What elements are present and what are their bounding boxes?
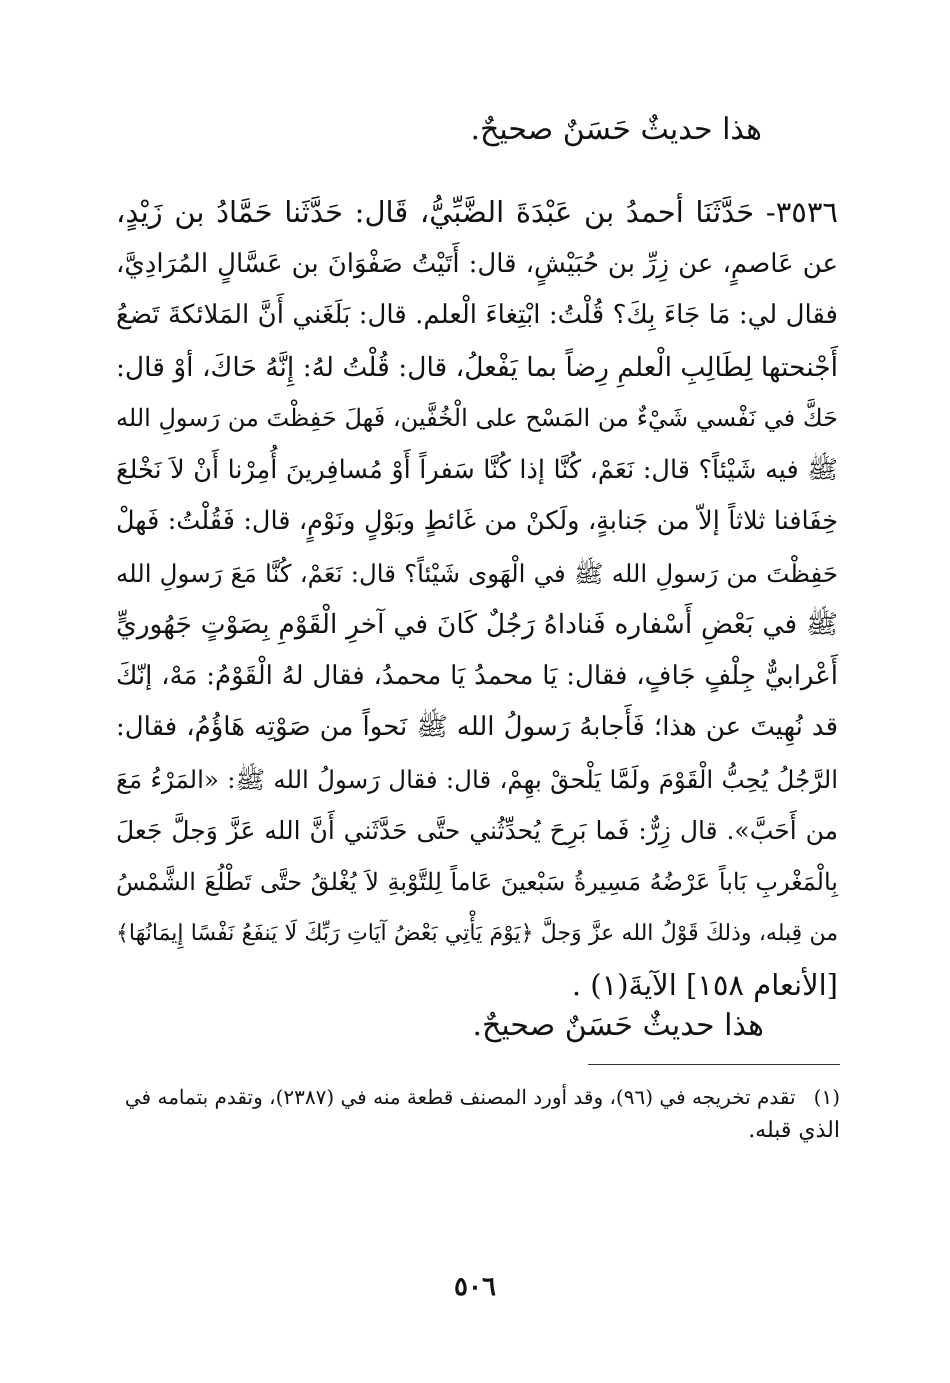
hadith-text-block [116, 187, 838, 1011]
hadith-line: أَعْرابيٌّ جِلْفٍ جَافٍ، فقال: يَا محمدُ يَا محمدُ، فقال لهُ الْقَوْمُ: مَهْ، إنّكَ [116, 660, 838, 691]
footnote-text: تقدم تخريجه في (٩٦)، وقد أورد المصنف قطعة منه في (٢٣٨٧)، وتقدم بتمامه في [124, 1085, 796, 1109]
footnote [112, 1080, 840, 1148]
hadith-line-last: [الأنعام ١٥٨] الآيةَ(١) . [571, 967, 838, 1002]
hadith-line: حَفِظْتَ من رَسولِ الله ﷺ في الْهَوى شَيْئاً؟ قال: نَعَمْ، كُنَّا مَعَ رَسولِ الله [116, 558, 838, 588]
page-number: ٥٠٦ [454, 1272, 496, 1302]
hadith-line: قد نُهِيتَ عن هذا؛ فَأَجابهُ رَسولُ الله ﷺ نَحواً من صَوْتِه هَاؤُمُ، فقال: [116, 712, 838, 742]
footnote-line: الذي قبله. [748, 1118, 840, 1143]
hadith-line: فقال لي: مَا جَاءَ بِكَ؟ قُلْتُ: ابْتِغاءَ الْعلم. قال: بَلَغَني أَنَّ المَلائكةَ تَضعُ [116, 300, 838, 330]
hadith-line: من أَحَبَّ». قال زِرٌّ: فَما بَرِحَ يُحدِّثُني حتَّى حَدَّثَني أَنَّ الله عَزَّ وَجلَّ جَعلَ [116, 816, 838, 845]
hadith-line: ﷺ فيه شَيْئاً؟ قال: نَعَمْ، كُنَّا إذا كُنَّا سَفراً أَوْ مُسافِرينَ أُمِرْنا أَنْ لاَ نَخْلعَ [116, 454, 838, 485]
hadith-line: ﷺ في بَعْضِ أَسْفاره فَناداهُ رَجُلٌ كَانَ في آخرِ الْقَوْمِ بِصَوْتٍ جَهُوريٍّ [116, 609, 838, 640]
hadith-line: عن عَاصمٍ، عن زِرِّ بن حُبَيْشٍ، قال: أَتَيْتُ صَفْوَانَ بن عَسَّالٍ المُرَادِيَّ، [116, 248, 838, 279]
hadith-grading-bottom: هذا حديثٌ حَسَنٌ صحيحٌ. [472, 1008, 764, 1043]
hadith-line: أَجْنحتها لِطَالِبِ الْعلمِ رِضاً بما يَفْعلُ، قال: قُلْتُ لهُ: إِنَّهُ حَاكَ، أوْ قال: [116, 351, 838, 383]
hadith-line: من قِبله، وذلكَ قَوْلُ الله عزَّ وَجلَّ ﴿يَوْمَ يَأْتِي بَعْضُ آيَاتِ رَبِّكَ لَا يَنفَعُ نَفْسًا إِيمَانُهَا﴾ [116, 921, 838, 946]
footnote-line [112, 1080, 840, 1114]
hadith-grading-top: هذا حديثٌ حَسَنٌ صحيحٌ. [470, 112, 762, 147]
footnote-separator [588, 1064, 840, 1065]
hadith-line: الرَّجُلُ يُحِبُّ الْقَوْمَ ولَمَّا يَلْحقْ بهِمْ، قال: فقال رَسولُ الله ﷺ: «المَرْءُ مَعَ [116, 764, 838, 794]
hadith-line: خِفَافنا ثلاثاً إلاّ من جَنابةٍ، ولَكنْ من غَائطٍ وبَوْلٍ ونَوْمٍ، قال: فَقُلْتُ: فَهلْ [116, 506, 838, 536]
hadith-line: بِالْمَغْربِ بَاباً عَرْضُهُ مَسِيرةُ سَبْعينَ عَاماً لِلتَّوْبةِ لاَ يُغْلقُ حتَّى تَطْلُعَ الشَّمْسُ [116, 867, 838, 896]
hadith-line: حَكَّ في نَفْسي شَيْءٌ من المَسْح على الْخُفَّين، فَهلَ حَفِظْتَ من رَسولِ الله [116, 404, 838, 432]
footnote-marker: (١) [813, 1085, 840, 1109]
hadith-line: ٣٥٣٦- حَدَّثَنَا أحمدُ بن عَبْدَةَ الضَّبِّيُّ، قَال: حَدَّثَنا حَمَّادُ بن زَيْدٍ، [116, 195, 838, 229]
